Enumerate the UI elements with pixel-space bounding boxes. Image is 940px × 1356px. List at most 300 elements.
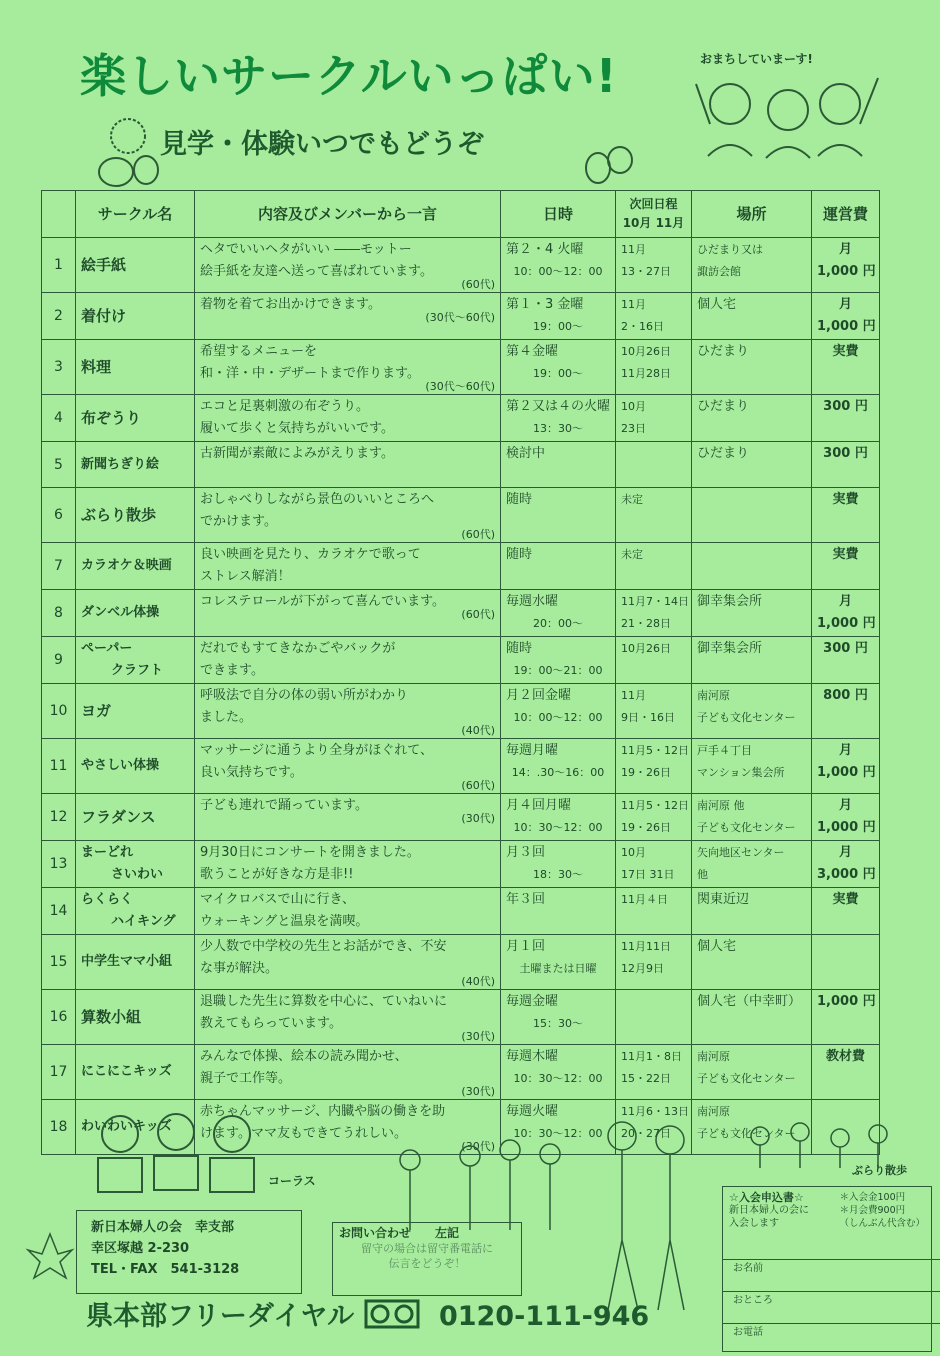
chorus-illustration (90, 1104, 270, 1200)
cell-datetime (501, 794, 616, 841)
content-line: 良い映画を見たり、カラオケで歌って (200, 547, 421, 562)
place-line: ひだまり (697, 344, 750, 359)
place-line: 子ども文化センター (697, 1127, 796, 1140)
org-telfax: TEL・FAX 541-3128 (91, 1262, 240, 1277)
member-age: (30代～60代) (425, 380, 495, 393)
name-line: やさしい体操 (81, 758, 160, 773)
name-field-label: お名前 (733, 1263, 763, 1274)
cell-datetime (501, 990, 616, 1045)
cell-next-date (616, 684, 692, 739)
datetime-line: 毎週月曜 (506, 743, 559, 758)
name-line: まーどれ (81, 845, 134, 860)
next-line: 11月４日 (621, 893, 668, 906)
fee-line: 実費 (832, 547, 859, 562)
org-name: 新日本婦人の会 幸支部 (91, 1220, 235, 1235)
cell-place (692, 238, 812, 293)
fee-line: 月 (838, 798, 852, 813)
content-line: おしゃべりしながら景色のいいところへ (200, 492, 435, 507)
datetime-line: 第１・3 金曜 (506, 297, 584, 312)
phone-field-label: お電話 (733, 1327, 763, 1338)
next-line: 23日 (621, 422, 646, 435)
content-line: だれでもすてきなかごやバックが (200, 641, 396, 656)
content-line: 子ども連れで踊っています。 (200, 798, 368, 813)
cell-content (195, 990, 501, 1045)
next-line: 11月5・12日 (621, 799, 689, 812)
fee-line: 800 円 (823, 688, 868, 703)
datetime-line: 毎週火曜 (506, 1104, 559, 1119)
cell-datetime (501, 340, 616, 395)
content-line: 絵手紙を友達へ送って喜ばれています。 (200, 264, 433, 279)
cell-next-date (616, 637, 692, 684)
place-line: 関東近辺 (697, 892, 750, 907)
name-field[interactable] (723, 1259, 940, 1292)
place-line: 御幸集会所 (697, 641, 763, 656)
cell-content (195, 395, 501, 442)
datetime-line: 19：00～ (533, 320, 583, 333)
datetime-line: 19：00～21：00 (513, 664, 603, 677)
cell-content (195, 935, 501, 990)
cell-content (195, 340, 501, 395)
content-line: 良い気持ちです。 (200, 765, 303, 780)
member-age: (30代) (461, 812, 495, 825)
cell-no: 15 (42, 935, 76, 990)
content-line: 古新聞が素敵によみがえります。 (200, 446, 394, 461)
next-line: 11月11日 (621, 940, 671, 953)
application-line1: 新日本婦人の会に (729, 1205, 809, 1216)
datetime-line: 毎週水曜 (506, 594, 559, 609)
content-line: 退職した先生に算数を中心に、ていねいに (200, 994, 448, 1009)
cell-name (76, 935, 195, 990)
cell-fee (812, 293, 880, 340)
next-line: 未定 (621, 493, 643, 506)
place-line: 他 (697, 868, 708, 881)
next-line: 10月 (621, 846, 646, 859)
next-line: 11月6・13日 (621, 1105, 689, 1118)
cell-content (195, 841, 501, 888)
member-age: (30代) (461, 1140, 495, 1153)
chorus-caption: コーラス (268, 1174, 316, 1188)
name-line: ハイキング (111, 914, 176, 929)
cell-no: 8 (42, 590, 76, 637)
freedial-number: 0120-111-946 (438, 1301, 650, 1332)
next-line: 19・26日 (621, 766, 671, 779)
circle-table (41, 190, 880, 1155)
name-line: にこにこキッズ (81, 1064, 172, 1079)
header-place: 場所 (692, 191, 812, 238)
chestnut-illustration (86, 112, 166, 192)
cell-place (692, 293, 812, 340)
cell-next-date (616, 340, 692, 395)
member-age: (30代～60代) (425, 311, 495, 324)
datetime-line: 月３回 (506, 845, 546, 860)
next-line: 未定 (621, 548, 643, 561)
content-line: ました。 (200, 710, 253, 725)
cell-content (195, 590, 501, 637)
cell-no: 3 (42, 340, 76, 395)
cell-datetime (501, 1045, 616, 1100)
datetime-line: 10：00～12：00 (513, 265, 603, 278)
datetime-line: 検討中 (506, 446, 546, 461)
cell-content (195, 684, 501, 739)
cell-content (195, 1045, 501, 1100)
content-line: みんなで体操、絵本の読み聞かせ、 (200, 1049, 408, 1064)
cell-no: 1 (42, 238, 76, 293)
table-row (42, 293, 880, 340)
cell-fee (812, 684, 880, 739)
contact-note-line1: 留守の場合は留守番電話に (361, 1242, 493, 1255)
table-row (42, 684, 880, 739)
cell-name (76, 739, 195, 794)
next-line: 11月 (621, 243, 646, 256)
cell-no: 17 (42, 1045, 76, 1100)
cell-fee (812, 488, 880, 543)
freedial-label: 県本部フリーダイヤル (86, 1301, 355, 1332)
datetime-line: 14：.30～16：00 (511, 766, 605, 779)
cell-place (692, 990, 812, 1045)
org-address: 幸区塚越 2-230 (91, 1241, 190, 1256)
table-row (42, 340, 880, 395)
content-line: ヘタでいいヘタがいい ――モットー (200, 242, 412, 257)
datetime-line: 20：00～ (533, 617, 583, 630)
acorn-illustration (580, 138, 636, 188)
next-line: 9日・16日 (621, 711, 675, 724)
datetime-line: 毎週金曜 (506, 994, 559, 1009)
cell-content (195, 637, 501, 684)
place-line: 南河原 (697, 1105, 730, 1118)
cell-no: 7 (42, 543, 76, 590)
content-line: 和・洋・中・デザートまで作ります。 (200, 366, 420, 381)
fee-line: 1,000 円 (817, 319, 876, 334)
cell-place (692, 684, 812, 739)
header-fee: 運営費 (812, 191, 880, 238)
fee-line: 月 (838, 242, 852, 257)
place-line: 南河原 (697, 689, 730, 702)
next-line: 10月26日 (621, 345, 671, 358)
name-line: 中学生ママ小組 (81, 954, 173, 969)
datetime-line: 10：30～12：00 (513, 1127, 603, 1140)
cell-name (76, 488, 195, 543)
cell-datetime (501, 442, 616, 488)
cell-fee (812, 935, 880, 990)
member-age: (60代) (461, 528, 495, 541)
cell-name (76, 637, 195, 684)
fee-line: 教材費 (825, 1049, 865, 1064)
name-line: ぶらり散歩 (81, 506, 157, 524)
cell-datetime (501, 684, 616, 739)
cell-content (195, 442, 501, 488)
fee-line: 300 円 (823, 446, 868, 461)
cell-name (76, 590, 195, 637)
cell-datetime (501, 637, 616, 684)
cell-fee (812, 395, 880, 442)
next-line: 11月28日 (621, 367, 671, 380)
name-line: ペーパー (81, 641, 133, 656)
page-subtitle: 見学・体験いつでもどうぞ (160, 129, 484, 160)
cell-datetime (501, 488, 616, 543)
cell-no: 2 (42, 293, 76, 340)
place-line: 諏訪会館 (697, 265, 741, 278)
cell-content (195, 488, 501, 543)
content-line: マイクロバスで山に行き、 (200, 892, 355, 907)
datetime-line: 随時 (506, 641, 533, 656)
datetime-line: 月２回金曜 (506, 688, 572, 703)
address-box (76, 1210, 302, 1294)
content-line: けます。ママ友もできてうれしい。 (200, 1126, 407, 1141)
cell-place (692, 935, 812, 990)
content-line: マッサージに通うより全身がほぐれて、 (200, 743, 433, 758)
table-row (42, 1045, 880, 1100)
content-line: 少人数で中学校の先生とお話ができ、不安 (200, 939, 447, 954)
next-line: 20・27日 (621, 1127, 671, 1140)
fee-line: 1,000 円 (817, 765, 876, 780)
cell-no: 16 (42, 990, 76, 1045)
datetime-line: 第２・4 火曜 (506, 242, 584, 257)
header-name: サークル名 (76, 191, 195, 238)
next-line: 10月26日 (621, 642, 671, 655)
cell-datetime (501, 888, 616, 935)
cell-datetime (501, 935, 616, 990)
place-line: ひだまり又は (697, 243, 763, 256)
cell-no: 14 (42, 888, 76, 935)
header-no (42, 191, 76, 238)
content-line: 呼吸法で自分の体の弱い所がわかり (200, 688, 409, 703)
cell-no: 4 (42, 395, 76, 442)
content-line: できます。 (200, 663, 264, 678)
cell-fee (812, 637, 880, 684)
phone-field[interactable] (723, 1323, 940, 1348)
name-line: クラフト (111, 663, 164, 678)
cell-fee (812, 340, 880, 395)
cell-next-date (616, 590, 692, 637)
content-line: 親子で工作等。 (200, 1071, 292, 1086)
monthly-fee: ＊月会費900円 (839, 1205, 906, 1216)
cell-content (195, 739, 501, 794)
header-next: 次回日程 10月 11月 (616, 191, 692, 238)
cell-place (692, 637, 812, 684)
cell-next-date (616, 990, 692, 1045)
content-line: な事が解決。 (200, 961, 279, 976)
cell-fee (812, 739, 880, 794)
cell-no: 13 (42, 841, 76, 888)
cell-next-date (616, 739, 692, 794)
cell-name (76, 543, 195, 590)
cell-next-date (616, 543, 692, 590)
cell-next-date (616, 238, 692, 293)
datetime-line: 随時 (506, 547, 533, 562)
name-line: さいわい (111, 867, 164, 882)
application-form (722, 1186, 932, 1352)
contact-note-line2: 伝言をどうぞ！ (388, 1257, 466, 1270)
name-line: ダンベル体操 (81, 605, 160, 620)
name-line: 料理 (81, 358, 112, 376)
cell-place (692, 888, 812, 935)
member-age: (40代) (461, 724, 495, 737)
datetime-line: 月４回月曜 (506, 798, 572, 813)
cell-fee (812, 841, 880, 888)
cell-fee (812, 794, 880, 841)
cell-datetime (501, 841, 616, 888)
place-line: 個人宅 (697, 939, 737, 954)
cell-next-date (616, 1045, 692, 1100)
cell-place (692, 794, 812, 841)
content-line: コレステロールが下がって喜んでいます。 (200, 594, 446, 609)
women-waving-illustration (688, 64, 888, 160)
cell-no: 9 (42, 637, 76, 684)
datetime-line: 15：30～ (533, 1017, 583, 1030)
cell-datetime (501, 395, 616, 442)
application-title: ☆入会申込書☆ (729, 1191, 804, 1204)
name-line: 着付け (81, 307, 127, 325)
next-line: 11月 (621, 689, 646, 702)
next-line: 15・22日 (621, 1072, 671, 1085)
cell-place (692, 1045, 812, 1100)
cell-next-date (616, 841, 692, 888)
cell-datetime (501, 238, 616, 293)
table-row (42, 590, 880, 637)
member-age: (60代) (461, 779, 495, 792)
leaf-illustration (22, 1228, 78, 1284)
cell-place (692, 488, 812, 543)
datetime-line: 土曜または日曜 (519, 962, 597, 975)
fee-line: 実費 (832, 492, 859, 507)
name-line: 絵手紙 (81, 256, 127, 274)
cell-name (76, 442, 195, 488)
name-line: ヨガ (81, 702, 112, 720)
cell-no: 10 (42, 684, 76, 739)
place-line: 南河原 (697, 1050, 730, 1063)
place-line: 御幸集会所 (697, 594, 763, 609)
cell-place (692, 590, 812, 637)
member-age: (30代) (461, 1030, 495, 1043)
content-line: ウォーキングと温泉を満喫。 (200, 914, 369, 929)
cell-name (76, 293, 195, 340)
cell-next-date (616, 293, 692, 340)
member-age: (60代) (461, 278, 495, 291)
member-age: (60代) (461, 608, 495, 621)
fee-line: 月 (838, 743, 852, 758)
next-line: 12月9日 (621, 962, 664, 975)
table-row (42, 442, 880, 488)
datetime-line: 10：30～12：00 (513, 1072, 603, 1085)
place-line: 子ども文化センター (697, 1072, 796, 1085)
cell-content (195, 888, 501, 935)
datetime-line: 随時 (506, 492, 533, 507)
content-line: 赤ちゃんマッサージ、内臓や脳の働きを助 (200, 1104, 446, 1119)
datetime-line: 第４金曜 (506, 344, 559, 359)
datetime-line: 10：30～12：00 (513, 821, 603, 834)
cell-datetime (501, 293, 616, 340)
place-line: ひだまり (697, 446, 750, 461)
fee-line: 3,000 円 (817, 867, 876, 882)
cell-place (692, 442, 812, 488)
cell-next-date (616, 794, 692, 841)
content-line: 歌うことが好きな方是非!! (200, 867, 354, 882)
name-line: 算数小組 (81, 1008, 142, 1026)
cell-content (195, 543, 501, 590)
datetime-line: 10：00～12：00 (513, 711, 603, 724)
entry-fee: ＊入会金100円 (839, 1192, 906, 1203)
content-line: 9月30日にコンサートを開きました。 (200, 845, 420, 860)
cell-no: 11 (42, 739, 76, 794)
fee-line: 月 (838, 845, 852, 860)
fee-line: 実費 (832, 892, 859, 907)
fee-line: 1,000 円 (817, 820, 876, 835)
cell-fee (812, 1045, 880, 1100)
content-line: ストレス解消！ (200, 569, 291, 584)
cell-fee (812, 543, 880, 590)
cell-next-date (616, 442, 692, 488)
place-line: 子ども文化センター (697, 711, 796, 724)
cell-no: 12 (42, 794, 76, 841)
cell-fee (812, 238, 880, 293)
next-line: 11月7・14日 (621, 595, 689, 608)
place-line: 南河原 他 (697, 799, 745, 812)
fee-line: 1,000 円 (817, 994, 876, 1009)
place-line: 個人宅 (697, 297, 737, 312)
table-row (42, 488, 880, 543)
cell-place (692, 841, 812, 888)
next-line: 19・26日 (621, 821, 671, 834)
fee-line: 月 (838, 594, 852, 609)
content-line: エコと足裏刺激の布ぞうり。 (200, 399, 370, 414)
cell-fee (812, 888, 880, 935)
cell-next-date (616, 888, 692, 935)
address-field[interactable] (723, 1291, 940, 1324)
cell-name (76, 794, 195, 841)
cell-fee (812, 990, 880, 1045)
page-title: 楽しいサークルいっぱい! (80, 49, 618, 103)
name-line: らくらく (81, 892, 134, 907)
cell-no: 6 (42, 488, 76, 543)
content-line: 履いて歩くと気持ちがいいです。 (200, 421, 394, 436)
welcome-caption: おまちしていまーす! (700, 52, 813, 66)
datetime-line: 19：00～ (533, 367, 583, 380)
contact-title: お問い合わせ 左記 (339, 1226, 460, 1240)
cell-no: 5 (42, 442, 76, 488)
table-row (42, 238, 880, 293)
header-content: 内容及びメンバーから一言 (195, 191, 501, 238)
application-line2: 入会します (729, 1218, 779, 1229)
header-datetime: 日時 (501, 191, 616, 238)
datetime-line: 月１回 (506, 939, 546, 954)
address-field-label: おところ (733, 1295, 773, 1306)
cell-name (76, 238, 195, 293)
content-line: 着物を着てお出かけできます。 (200, 297, 381, 312)
fee-line: 300 円 (823, 641, 868, 656)
content-line: 教えてもらっています。 (200, 1016, 342, 1031)
datetime-line: 18：30～ (533, 868, 583, 881)
place-line: 矢向地区センター (697, 846, 785, 859)
next-line: 13・27日 (621, 265, 671, 278)
table-row (42, 935, 880, 990)
cell-next-date (616, 395, 692, 442)
place-line: マンション集会所 (697, 766, 785, 779)
cell-fee (812, 590, 880, 637)
place-line: 戸手４丁目 (697, 744, 752, 757)
cell-name (76, 684, 195, 739)
member-age: (40代) (461, 975, 495, 988)
table-header-row (42, 191, 880, 238)
next-line: 11月5・12日 (621, 744, 689, 757)
next-line: 11月 (621, 298, 646, 311)
name-line: わいわいキッズ (81, 1119, 172, 1134)
freedial-icon (364, 1299, 420, 1329)
fee-line: 1,000 円 (817, 264, 876, 279)
cell-datetime (501, 590, 616, 637)
name-line: 新聞ちぎり絵 (81, 456, 160, 472)
cell-name (76, 990, 195, 1045)
cell-next-date (616, 935, 692, 990)
